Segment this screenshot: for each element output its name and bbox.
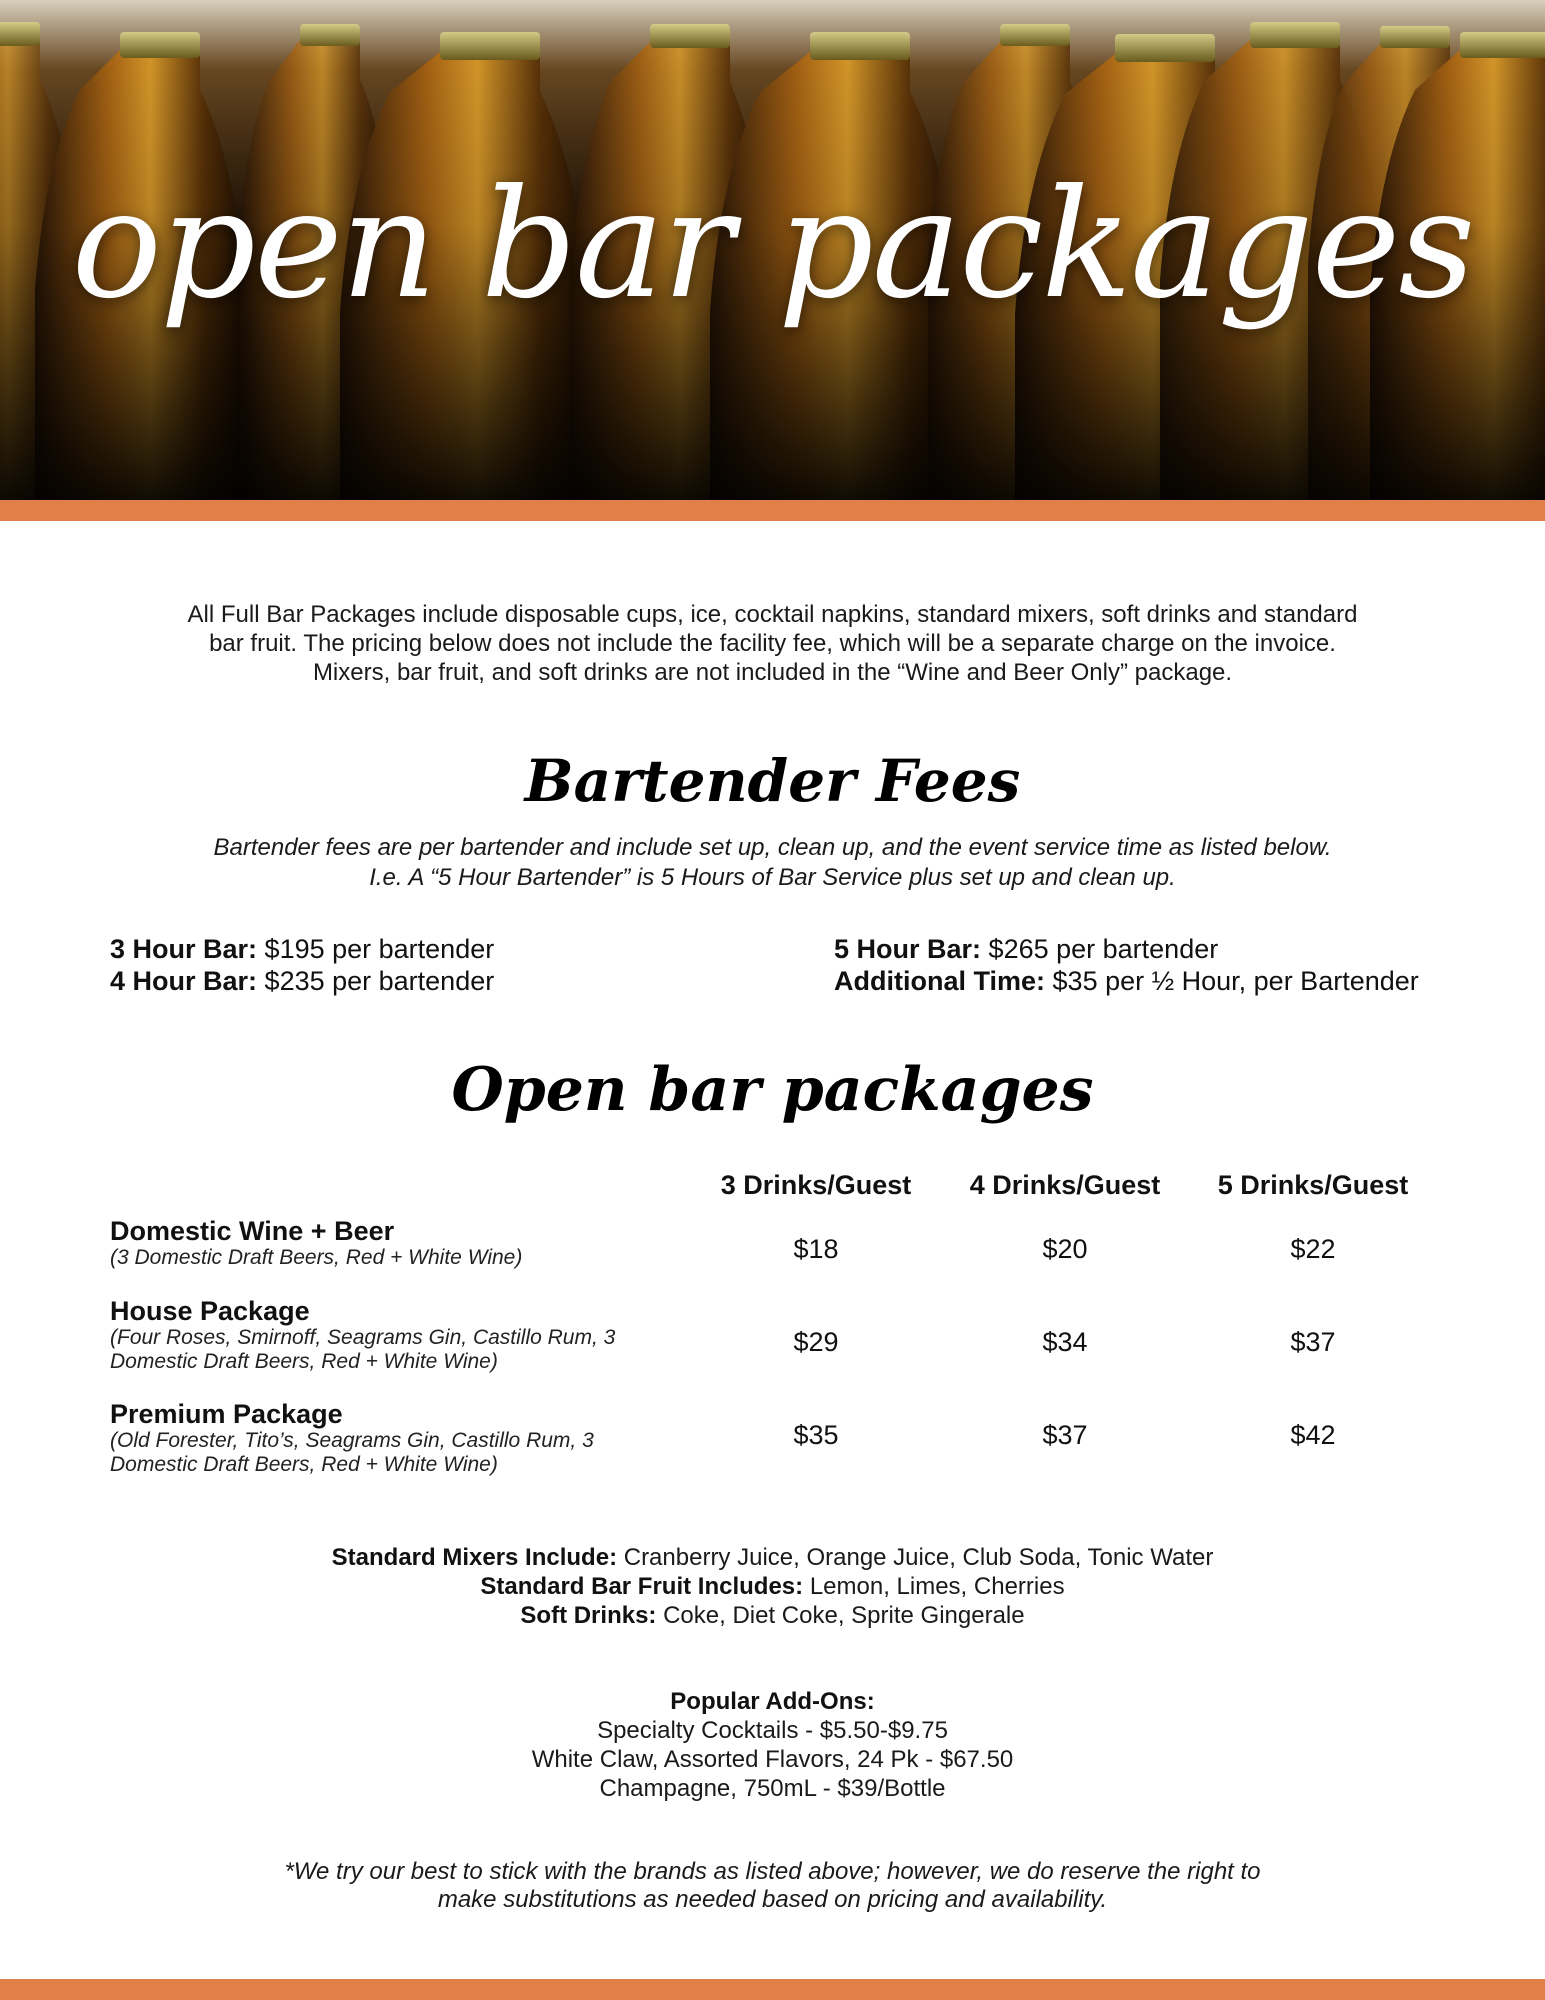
fee-value: $195 per bartender — [264, 934, 495, 964]
standard-includes — [110, 1543, 1435, 1630]
package-name-premium: Premium Package — [110, 1399, 343, 1429]
disclaimer-line: make substitutions as needed based on pricing and availability. — [437, 1886, 1108, 1913]
fee-4-hour — [110, 965, 494, 997]
fee-3-hour — [110, 933, 494, 965]
fee-value: $265 per bartender — [988, 934, 1219, 964]
price-domestic-4: $20 — [1042, 1234, 1088, 1264]
includes-soft-drinks — [110, 1601, 1435, 1630]
includes-bar-fruit — [110, 1572, 1435, 1601]
bartender-note-line: Bartender fees are per bartender and include set up, clean up, and the event service time as listed below. — [213, 834, 1332, 861]
price-premium-4: $37 — [1042, 1420, 1088, 1450]
fee-label: 3 Hour Bar: — [110, 934, 258, 964]
package-desc-house — [110, 1326, 670, 1374]
includes-value: Coke, Diet Coke, Sprite Gingerale — [663, 1602, 1025, 1629]
includes-mixers — [110, 1543, 1435, 1572]
hero-banner — [0, 0, 1545, 500]
intro-line: Mixers, bar fruit, and soft drinks are not included in the “Wine and Beer Only” package. — [312, 659, 1233, 686]
fee-label: 5 Hour Bar: — [834, 934, 982, 964]
bartender-note — [110, 833, 1435, 893]
fee-5-hour — [834, 933, 1419, 965]
price-house-4: $34 — [1042, 1327, 1088, 1357]
intro-line: bar fruit. The pricing below does not include the facility fee, which will be a separate charge on the invoice. — [209, 630, 1336, 657]
intro-line: All Full Bar Packages include disposable cups, ice, cocktail napkins, standard mixers, soft drinks and standard — [187, 601, 1358, 628]
includes-label: Standard Bar Fruit Includes: — [480, 1573, 804, 1600]
package-name-domestic: Domestic Wine + Beer — [110, 1216, 395, 1246]
bartender-fees-heading: Bartender Fees — [524, 747, 1021, 815]
hero-title: open bar packages — [71, 158, 1474, 332]
add-on-item: White Claw, Assorted Flavors, 24 Pk - $67.50 — [531, 1746, 1014, 1773]
fee-additional-time — [834, 965, 1419, 997]
add-on-item: Specialty Cocktails - $5.50-$9.75 — [597, 1717, 948, 1744]
includes-value: Lemon, Limes, Cherries — [809, 1573, 1065, 1600]
package-desc-line: (Old Forester, Tito’s, Seagrams Gin, Castillo Rum, 3 — [110, 1429, 594, 1452]
package-desc-line: Domestic Draft Beers, Red + White Wine) — [110, 1350, 498, 1373]
package-desc-premium — [110, 1429, 670, 1477]
package-desc-domestic — [110, 1246, 670, 1270]
add-ons-title — [110, 1687, 1435, 1716]
includes-label: Soft Drinks: — [520, 1602, 657, 1629]
includes-label: Standard Mixers Include: — [331, 1544, 618, 1571]
column-header-5-drinks: 5 Drinks/Guest — [1217, 1170, 1409, 1200]
price-house-3: $29 — [793, 1327, 839, 1357]
price-premium-5: $42 — [1290, 1420, 1336, 1450]
open-bar-packages-heading: Open bar packages — [451, 1055, 1094, 1125]
price-house-5: $37 — [1290, 1327, 1336, 1357]
fee-value: $235 per bartender — [264, 966, 495, 996]
price-premium-3: $35 — [793, 1420, 839, 1450]
bartender-note-line: I.e. A “5 Hour Bartender” is 5 Hours of Bar Service plus set up and clean up. — [369, 864, 1176, 891]
package-desc-line: (3 Domestic Draft Beers, Red + White Wine) — [110, 1246, 523, 1269]
column-header-4-drinks: 4 Drinks/Guest — [969, 1170, 1161, 1200]
column-header-3-drinks: 3 Drinks/Guest — [720, 1170, 912, 1200]
fee-label: 4 Hour Bar: — [110, 966, 258, 996]
package-desc-line: (Four Roses, Smirnoff, Seagrams Gin, Castillo Rum, 3 — [110, 1326, 616, 1349]
disclaimer-line: *We try our best to stick with the brands as listed above; however, we do reserve the right to — [284, 1858, 1261, 1885]
add-ons-title-text: Popular Add-Ons: — [670, 1688, 875, 1715]
price-domestic-3: $18 — [793, 1234, 839, 1264]
includes-value: Cranberry Juice, Orange Juice, Club Soda, Tonic Water — [623, 1544, 1214, 1571]
disclaimer — [110, 1858, 1435, 1914]
fees-column-right — [834, 933, 1419, 997]
fee-label: Additional Time: — [834, 966, 1046, 996]
package-desc-line: Domestic Draft Beers, Red + White Wine) — [110, 1453, 498, 1476]
popular-add-ons — [110, 1687, 1435, 1803]
price-domestic-5: $22 — [1290, 1234, 1336, 1264]
add-on-item: Champagne, 750mL - $39/Bottle — [599, 1775, 946, 1802]
package-name-house: House Package — [110, 1296, 310, 1326]
intro-paragraph — [110, 600, 1435, 687]
top-accent-band — [0, 500, 1545, 521]
bottom-accent-band — [0, 1979, 1545, 2000]
fee-value: $35 per ½ Hour, per Bartender — [1052, 966, 1419, 996]
fees-column-left — [110, 933, 494, 997]
